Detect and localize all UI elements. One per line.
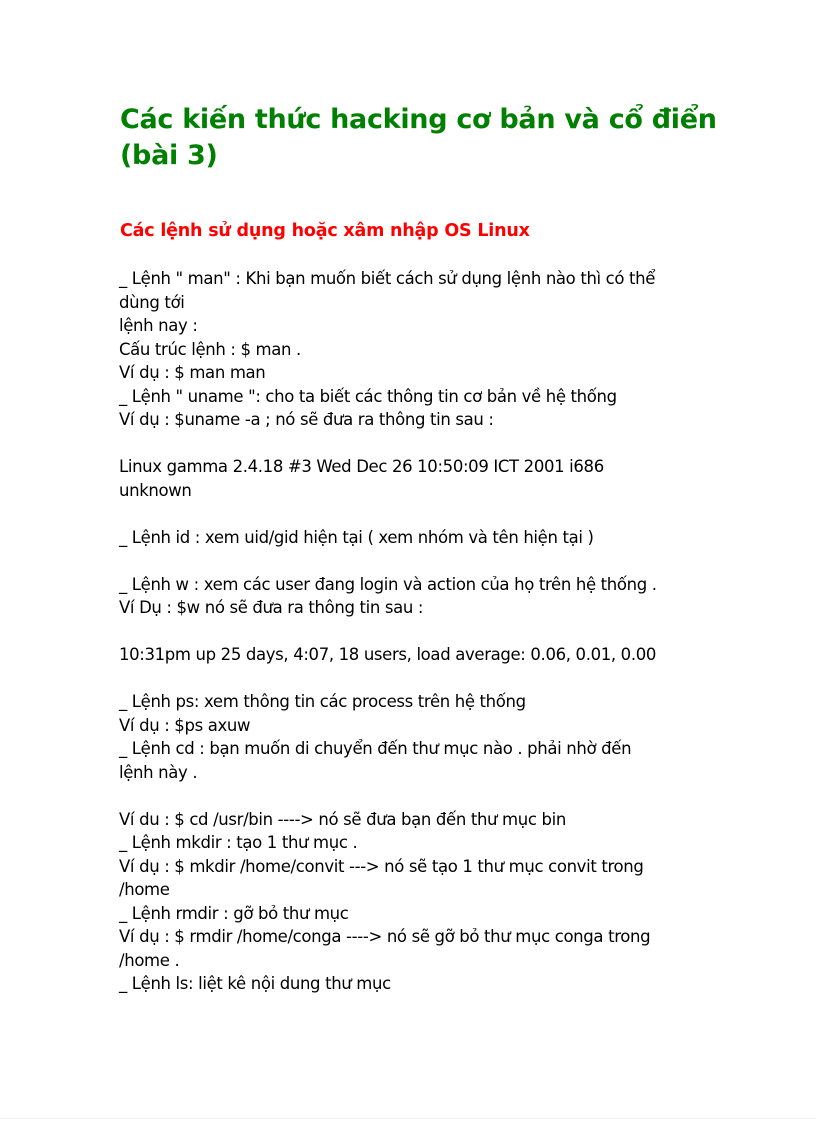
text-line: unknown: [119, 480, 192, 500]
blank-line: [119, 667, 709, 691]
text-line: Ví dụ : $ps axuw: [119, 715, 251, 735]
text-line: _ Lệnh w : xem các user đang login và action của họ trên hệ thống .: [119, 574, 657, 594]
blank-line: [119, 784, 709, 808]
text-line: _ Lệnh id : xem uid/gid hiện tại ( xem nhóm và tên hiện tại ): [119, 527, 594, 547]
blank-line: [119, 620, 709, 644]
text-line: Ví dụ : $ mkdir /home/convit ---> nó sẽ tạo 1 thư mục convit trong: [119, 856, 644, 876]
page-bottom-rule: [0, 1118, 816, 1119]
text-line: Cấu trúc lệnh : $ man .: [119, 339, 301, 359]
text-line: Ví dụ : $ rmdir /home/conga ----> nó sẽ gỡ bỏ thư mục conga trong: [119, 927, 651, 946]
text-line: 10:31pm up 25 days, 4:07, 18 users, load average: 0.06, 0.01, 0.00: [119, 645, 657, 664]
text-line: _ Lệnh " uname ": cho ta biết các thông tin cơ bản về hệ thống: [119, 386, 617, 406]
text-line: lệnh này .: [119, 762, 198, 782]
text-line: Linux gamma 2.4.18 #3 Wed Dec 26 10:50:09 ICT 2001 i686: [119, 457, 604, 476]
text-line: _ Lệnh rmdir : gỡ bỏ thư mục: [119, 903, 349, 923]
text-line: Ví dụ : $uname -a ; nó sẽ đưa ra thông tin sau :: [119, 410, 494, 429]
blank-line: [119, 549, 709, 573]
text-line: /home .: [119, 950, 180, 970]
page-title: Các kiến thức hacking cơ bản và cổ điển (bài 3): [120, 104, 717, 171]
blank-line: [119, 502, 709, 526]
text-line: Ví dụ : $ man man: [119, 363, 266, 382]
text-line: _ Lệnh " man" : Khi bạn muốn biết cách sử dụng lệnh nào thì có thể: [119, 269, 656, 288]
text-line: Ví Dụ : $w nó sẽ đưa ra thông tin sau :: [119, 598, 424, 617]
text-line: _ Lệnh ps: xem thông tin các process trên hệ thống: [119, 692, 526, 711]
blank-line: [119, 432, 709, 456]
text-line: Ví du : $ cd /usr/bin ----> nó sẽ đưa bạn đến thư mục bin: [119, 809, 566, 829]
document-body: [119, 267, 709, 996]
text-line: dùng tới: [119, 292, 185, 312]
text-line: /home: [119, 880, 170, 899]
text-line: _ Lệnh cd : bạn muốn di chuyển đến thư mục nào . phải nhờ đến: [119, 739, 632, 758]
text-line: lệnh nay :: [119, 316, 198, 335]
section-heading: Các lệnh sử dụng hoặc xâm nhập OS Linux: [120, 221, 530, 241]
text-line: _ Lệnh mkdir : tạo 1 thư mục .: [119, 833, 358, 852]
text-line: _ Lệnh ls: liệt kê nội dung thư mục: [119, 974, 391, 993]
